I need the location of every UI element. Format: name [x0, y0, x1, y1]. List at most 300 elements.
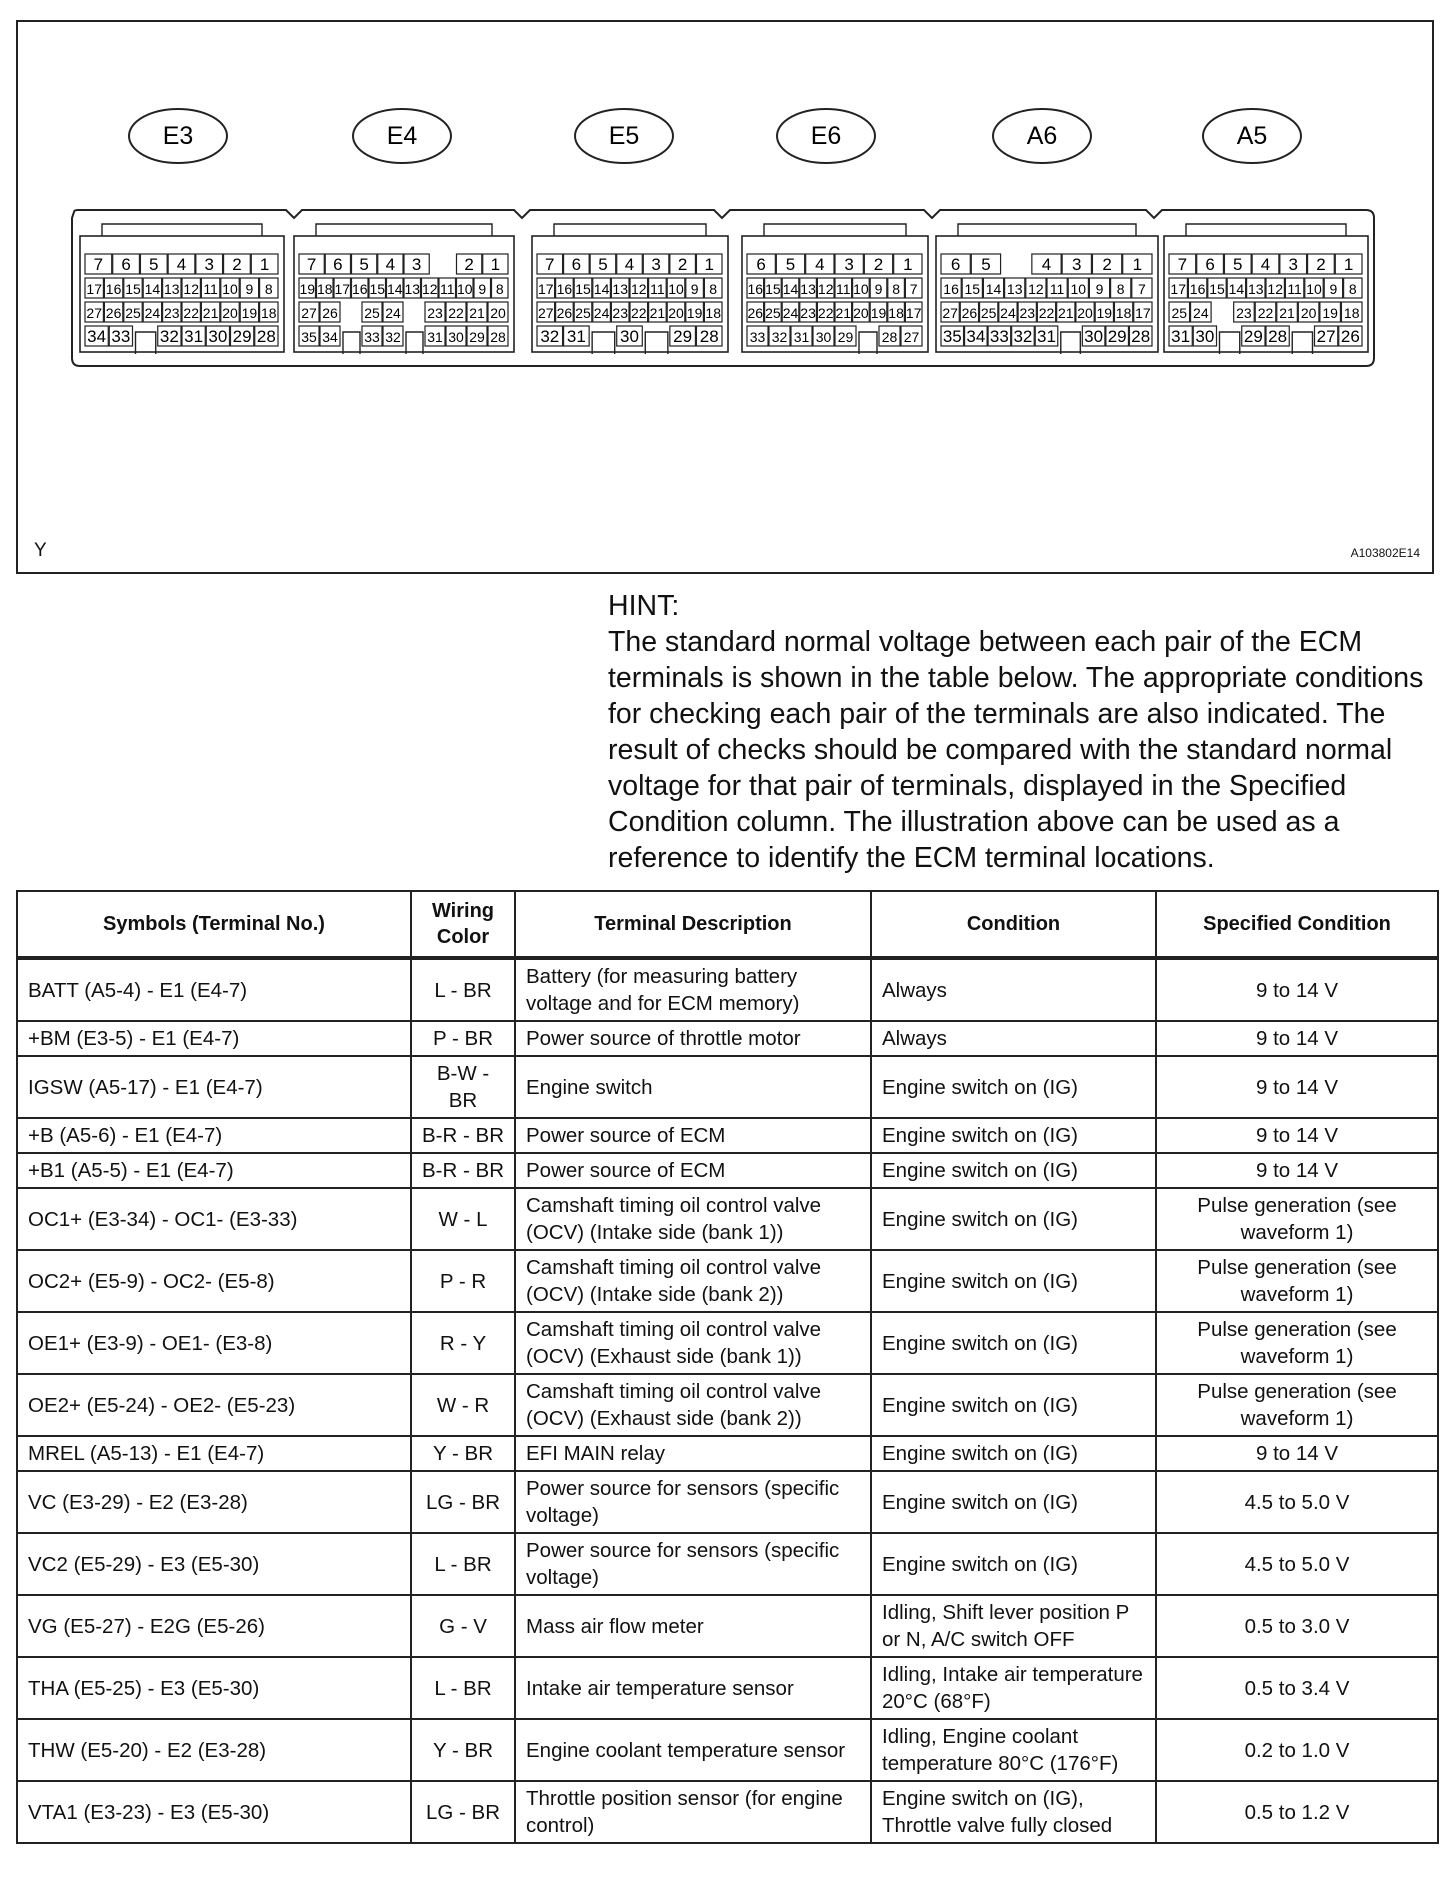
connector-label: A6 — [1026, 122, 1058, 150]
terminal-number: 26 — [322, 305, 338, 321]
terminal-number: 30 — [815, 329, 832, 345]
cell-condition: Engine switch on (IG) — [871, 1312, 1156, 1374]
cell-condition: Engine switch on (IG) — [871, 1471, 1156, 1533]
connector-label: A5 — [1236, 122, 1268, 150]
terminal-number: 9 — [478, 281, 487, 297]
cell-terminal-description: Battery (for measuring battery voltage and for ECM memory) — [515, 958, 871, 1021]
terminal-number: 15 — [125, 281, 141, 297]
terminal-number: 18 — [888, 305, 904, 321]
terminal-number: 30 — [1195, 327, 1215, 346]
cell-symbols: +BM (E3-5) - E1 (E4-7) — [17, 1021, 411, 1056]
terminal-number: 6 — [950, 255, 961, 274]
terminal-number: 5 — [149, 255, 159, 274]
terminal-number: 21 — [649, 305, 666, 321]
terminal-number: 4 — [815, 255, 825, 274]
terminal-number: 10 — [1306, 281, 1322, 297]
terminal-number: 27 — [903, 329, 920, 345]
cell-wiring-color: W - L — [411, 1188, 515, 1250]
terminal-number: 15 — [765, 281, 781, 297]
cell-wiring-color: L - BR — [411, 958, 515, 1021]
cell-terminal-description: Camshaft timing oil control valve (OCV) (Intake side (bank 2)) — [515, 1250, 871, 1312]
connector-label: E3 — [162, 122, 194, 150]
terminal-number: 13 — [1006, 281, 1023, 297]
terminal-number: 23 — [800, 305, 816, 321]
terminal-number: 33 — [749, 329, 766, 345]
cell-condition: Idling, Engine coolant temperature 80°C (176°F) — [871, 1719, 1156, 1781]
connector-label: E4 — [386, 122, 418, 150]
cell-symbols: +B1 (A5-5) - E1 (E4-7) — [17, 1153, 411, 1188]
cell-terminal-description: Camshaft timing oil control valve (OCV) (Exhaust side (bank 1)) — [515, 1312, 871, 1374]
cell-specified-condition: 4.5 to 5.0 V — [1156, 1471, 1438, 1533]
cell-condition: Always — [871, 958, 1156, 1021]
table-row — [17, 958, 1438, 1021]
terminal-number: 31 — [1171, 327, 1191, 346]
terminal-number: 11 — [1049, 281, 1065, 297]
ecm-connector-figure — [16, 20, 1434, 574]
terminal-number: 9 — [1095, 281, 1104, 297]
terminal-number: 35 — [301, 329, 317, 345]
terminal-number: 28 — [699, 327, 719, 346]
terminal-number: 32 — [159, 327, 179, 346]
terminal-number: 22 — [817, 305, 834, 321]
terminal-number: 11 — [203, 281, 218, 297]
cell-terminal-description: Power source for sensors (specific voltage) — [515, 1471, 871, 1533]
terminal-number: 33 — [111, 327, 131, 346]
terminal-number: 15 — [1209, 281, 1225, 297]
table-row — [17, 1153, 1438, 1188]
terminal-number: 13 — [404, 281, 421, 297]
table-row — [17, 1021, 1438, 1056]
terminal-number: 3 — [204, 255, 214, 274]
terminal-number: 12 — [421, 281, 438, 297]
terminal-number: 10 — [1070, 281, 1087, 297]
terminal-number: 26 — [747, 305, 764, 321]
terminal-number: 10 — [456, 281, 473, 297]
terminal-number: 30 — [620, 327, 639, 346]
cell-wiring-color: P - R — [411, 1250, 515, 1312]
terminal-number: 22 — [631, 305, 647, 321]
terminal-number: 16 — [556, 281, 573, 297]
terminal-number: 24 — [593, 305, 610, 321]
cell-specified-condition: 0.5 to 3.0 V — [1156, 1595, 1438, 1657]
terminal-number: 24 — [144, 305, 161, 321]
terminal-number: 27 — [1316, 327, 1336, 346]
terminal-number: 1 — [903, 255, 913, 274]
terminal-number: 12 — [1267, 281, 1283, 297]
terminal-number: 5 — [598, 255, 608, 274]
connector-e3 — [80, 109, 284, 354]
terminal-number: 23 — [1236, 305, 1252, 321]
terminal-number: 12 — [1028, 281, 1044, 297]
cell-terminal-description: Camshaft timing oil control valve (OCV) (Exhaust side (bank 2)) — [515, 1374, 871, 1436]
terminal-number: 20 — [1300, 305, 1317, 321]
terminal-number: 18 — [1115, 305, 1132, 321]
cell-specified-condition: Pulse generation (see waveform 1) — [1156, 1188, 1438, 1250]
terminal-number: 11 — [650, 281, 665, 297]
figure-corner-label: Y — [34, 540, 47, 561]
terminal-number: 24 — [385, 305, 401, 321]
cell-specified-condition: Pulse generation (see waveform 1) — [1156, 1374, 1438, 1436]
terminal-number: 27 — [301, 305, 317, 321]
terminal-number: 7 — [545, 255, 555, 274]
terminal-number: 25 — [765, 305, 781, 321]
table-row — [17, 1471, 1438, 1533]
terminal-number: 8 — [1348, 281, 1357, 297]
terminal-number: 29 — [232, 327, 252, 346]
cell-wiring-color: W - R — [411, 1374, 515, 1436]
table-row — [17, 1781, 1438, 1843]
terminal-number: 35 — [942, 327, 962, 346]
terminal-number: 1 — [259, 255, 270, 274]
terminal-number: 8 — [264, 281, 273, 297]
cell-terminal-description: Power source of throttle motor — [515, 1021, 871, 1056]
terminal-number: 22 — [1038, 305, 1055, 321]
cell-symbols: VC2 (E5-29) - E3 (E5-30) — [17, 1533, 411, 1595]
cell-wiring-color: L - BR — [411, 1657, 515, 1719]
terminal-number: 6 — [1205, 255, 1215, 274]
terminal-number: 25 — [1171, 305, 1188, 321]
terminal-number: 7 — [93, 255, 104, 274]
cell-wiring-color: LG - BR — [411, 1471, 515, 1533]
terminal-number: 13 — [800, 281, 816, 297]
cell-wiring-color: B-R - BR — [411, 1118, 515, 1153]
terminal-number: 14 — [985, 281, 1002, 297]
terminal-number: 14 — [386, 281, 403, 297]
table-row — [17, 1374, 1438, 1436]
terminal-number: 6 — [333, 255, 343, 274]
cell-specified-condition: 0.2 to 1.0 V — [1156, 1719, 1438, 1781]
terminal-number: 6 — [571, 255, 582, 274]
terminal-number: 13 — [164, 281, 180, 297]
cell-wiring-color: B-W - BR — [411, 1056, 515, 1118]
terminal-number: 3 — [411, 255, 422, 274]
cell-condition: Engine switch on (IG) — [871, 1188, 1156, 1250]
terminal-number: 5 — [785, 255, 796, 274]
terminal-number: 21 — [1279, 305, 1295, 321]
terminal-number: 23 — [1019, 305, 1036, 321]
cell-condition: Idling, Shift lever position P or N, A/C switch OFF — [871, 1595, 1156, 1657]
terminal-number: 5 — [981, 255, 991, 274]
terminal-number: 23 — [612, 305, 628, 321]
terminal-number: 20 — [1077, 305, 1093, 321]
terminal-number: 2 — [464, 255, 474, 274]
terminal-number: 19 — [241, 305, 258, 321]
cell-wiring-color: LG - BR — [411, 1781, 515, 1843]
cell-symbols: THA (E5-25) - E3 (E5-30) — [17, 1657, 411, 1719]
terminal-number: 12 — [817, 281, 834, 297]
terminal-number: 25 — [575, 305, 591, 321]
terminal-number: 19 — [870, 305, 887, 321]
terminal-number: 27 — [942, 305, 958, 321]
table-row — [17, 1657, 1438, 1719]
terminal-number: 17 — [538, 281, 554, 297]
terminal-number: 19 — [1322, 305, 1338, 321]
connector-diagram — [18, 22, 1432, 572]
cell-wiring-color: P - BR — [411, 1021, 515, 1056]
terminal-number: 11 — [439, 281, 455, 297]
terminal-voltage-table — [16, 890, 1439, 1844]
terminal-number: 28 — [1268, 327, 1288, 346]
terminal-number: 16 — [105, 281, 122, 297]
terminal-number: 19 — [686, 305, 703, 321]
cell-wiring-color: G - V — [411, 1595, 515, 1657]
table-header-row — [17, 891, 1438, 958]
terminal-number: 21 — [202, 305, 219, 321]
cell-terminal-description: Power source of ECM — [515, 1118, 871, 1153]
cell-symbols: OC1+ (E3-34) - OC1- (E3-33) — [17, 1188, 411, 1250]
terminal-number: 27 — [538, 305, 554, 321]
terminal-number: 16 — [351, 281, 368, 297]
terminal-number: 15 — [964, 281, 981, 297]
terminal-number: 10 — [853, 281, 869, 297]
cell-specified-condition: 9 to 14 V — [1156, 1056, 1438, 1118]
terminal-number: 13 — [1248, 281, 1264, 297]
terminal-number: 31 — [427, 329, 443, 345]
cell-condition: Engine switch on (IG), Throttle valve fully closed — [871, 1781, 1156, 1843]
cell-condition: Idling, Intake air temperature 20°C (68°F) — [871, 1657, 1156, 1719]
cell-condition: Engine switch on (IG) — [871, 1250, 1156, 1312]
cell-wiring-color: R - Y — [411, 1312, 515, 1374]
terminal-number: 9 — [690, 281, 699, 297]
terminal-number: 32 — [771, 329, 788, 345]
terminal-number: 22 — [448, 305, 464, 321]
terminal-number: 1 — [1343, 255, 1354, 274]
terminal-number: 13 — [612, 281, 628, 297]
table-row — [17, 1118, 1438, 1153]
terminal-number: 14 — [1228, 281, 1245, 297]
terminal-number: 28 — [256, 327, 276, 346]
terminal-number: 9 — [1329, 281, 1338, 297]
terminal-number: 28 — [490, 329, 506, 345]
terminal-number: 14 — [782, 281, 799, 297]
terminal-number: 4 — [1260, 255, 1271, 274]
terminal-number: 29 — [469, 329, 485, 345]
terminal-number: 23 — [164, 305, 180, 321]
terminal-number: 7 — [1177, 255, 1188, 274]
terminal-number: 2 — [873, 255, 884, 274]
cell-symbols: OC2+ (E5-9) - OC2- (E5-8) — [17, 1250, 411, 1312]
terminal-number: 12 — [183, 281, 199, 297]
terminal-number: 20 — [222, 305, 238, 321]
cell-terminal-description: Engine coolant temperature sensor — [515, 1719, 871, 1781]
connector-a5 — [1164, 109, 1368, 354]
terminal-number: 32 — [1013, 327, 1033, 346]
cell-specified-condition: 9 to 14 V — [1156, 1021, 1438, 1056]
terminal-number: 29 — [1107, 327, 1127, 346]
terminal-number: 14 — [144, 281, 161, 297]
terminal-number: 3 — [1288, 255, 1298, 274]
hint-heading: HINT: — [608, 590, 680, 622]
cell-specified-condition: 0.5 to 3.4 V — [1156, 1657, 1438, 1719]
cell-wiring-color: L - BR — [411, 1533, 515, 1595]
cell-symbols: +B (A5-6) - E1 (E4-7) — [17, 1118, 411, 1153]
terminal-number: 20 — [490, 305, 506, 321]
table-row — [17, 1250, 1438, 1312]
terminal-number: 31 — [1037, 327, 1056, 346]
cell-symbols: BATT (A5-4) - E1 (E4-7) — [17, 958, 411, 1021]
cell-terminal-description: Mass air flow meter — [515, 1595, 871, 1657]
terminal-number: 4 — [624, 255, 635, 274]
cell-symbols: THW (E5-20) - E2 (E3-28) — [17, 1719, 411, 1781]
cell-specified-condition: 9 to 14 V — [1156, 958, 1438, 1021]
table-row — [17, 1595, 1438, 1657]
terminal-number: 2 — [1102, 255, 1112, 274]
terminal-number: 18 — [1343, 305, 1360, 321]
terminal-number: 6 — [756, 255, 766, 274]
terminal-number: 22 — [183, 305, 199, 321]
terminal-number: 24 — [1193, 305, 1209, 321]
header-terminal-description: Terminal Description — [515, 891, 871, 958]
terminal-number: 18 — [261, 305, 277, 321]
terminal-number: 23 — [427, 305, 443, 321]
terminal-number: 3 — [844, 255, 854, 274]
terminal-number: 1 — [704, 255, 714, 274]
cell-specified-condition: 9 to 14 V — [1156, 1153, 1438, 1188]
table-row — [17, 1533, 1438, 1595]
terminal-number: 4 — [176, 255, 187, 274]
terminal-number: 1 — [1132, 255, 1143, 274]
terminal-number: 31 — [566, 327, 586, 346]
terminal-number: 7 — [909, 281, 918, 297]
cell-wiring-color: Y - BR — [411, 1436, 515, 1471]
terminal-number: 28 — [881, 329, 898, 345]
cell-terminal-description: Camshaft timing oil control valve (OCV) (Intake side (bank 1)) — [515, 1188, 871, 1250]
cell-specified-condition: Pulse generation (see waveform 1) — [1156, 1250, 1438, 1312]
cell-wiring-color: Y - BR — [411, 1719, 515, 1781]
terminal-number: 30 — [1084, 327, 1104, 346]
cell-condition: Engine switch on (IG) — [871, 1118, 1156, 1153]
terminal-number: 10 — [222, 281, 238, 297]
terminal-number: 9 — [245, 281, 254, 297]
terminal-number: 24 — [1000, 305, 1016, 321]
cell-terminal-description: Intake air temperature sensor — [515, 1657, 871, 1719]
cell-specified-condition: 9 to 14 V — [1156, 1118, 1438, 1153]
terminal-number: 3 — [1072, 255, 1082, 274]
terminal-number: 28 — [1131, 327, 1151, 346]
terminal-number: 8 — [709, 281, 718, 297]
connector-e6 — [742, 109, 928, 354]
table-row — [17, 1056, 1438, 1118]
terminal-number: 26 — [961, 305, 978, 321]
terminal-number: 17 — [1135, 305, 1151, 321]
connector-label: E6 — [810, 122, 842, 150]
terminal-number: 32 — [385, 329, 401, 345]
terminal-number: 24 — [782, 305, 799, 321]
terminal-number: 22 — [1257, 305, 1274, 321]
cell-terminal-description: Engine switch — [515, 1056, 871, 1118]
terminal-number: 27 — [86, 305, 102, 321]
terminal-number: 20 — [668, 305, 684, 321]
terminal-number: 21 — [835, 305, 852, 321]
terminal-number: 31 — [793, 329, 810, 345]
terminal-number: 29 — [673, 327, 693, 346]
cell-symbols: MREL (A5-13) - E1 (E4-7) — [17, 1436, 411, 1471]
terminal-number: 30 — [448, 329, 464, 345]
terminal-number: 29 — [1243, 327, 1263, 346]
terminal-number: 2 — [1316, 255, 1326, 274]
cell-symbols: VC (E3-29) - E2 (E3-28) — [17, 1471, 411, 1533]
table-row — [17, 1436, 1438, 1471]
terminal-number: 2 — [232, 255, 242, 274]
terminal-number: 30 — [208, 327, 228, 346]
terminal-number: 16 — [747, 281, 764, 297]
hint-body: The standard normal voltage between each pair of the ECM terminals is shown in the table below. The appropriate conditions for checking each pair of the terminals are also indicated. The result of checks should be compared with the standard normal voltage for that pair of terminals, displayed in the Specified Condition column. The illustration above can be used as a reference to identify the ECM terminal locations. — [608, 626, 1424, 874]
table-row — [17, 1719, 1438, 1781]
cell-condition: Engine switch on (IG) — [871, 1374, 1156, 1436]
cell-terminal-description: Throttle position sensor (for engine control) — [515, 1781, 871, 1843]
terminal-number: 32 — [540, 327, 560, 346]
terminal-number: 25 — [980, 305, 997, 321]
cell-symbols: IGSW (A5-17) - E1 (E4-7) — [17, 1056, 411, 1118]
connector-e5 — [532, 109, 728, 354]
table-row — [17, 1312, 1438, 1374]
terminal-number: 15 — [575, 281, 591, 297]
terminal-number: 8 — [1116, 281, 1125, 297]
cell-condition: Engine switch on (IG) — [871, 1436, 1156, 1471]
terminal-number: 12 — [631, 281, 647, 297]
cell-symbols: VTA1 (E3-23) - E3 (E5-30) — [17, 1781, 411, 1843]
terminal-number: 33 — [364, 329, 380, 345]
cell-symbols: OE1+ (E3-9) - OE1- (E3-8) — [17, 1312, 411, 1374]
cell-terminal-description: Power source for sensors (specific voltage) — [515, 1533, 871, 1595]
terminal-number: 34 — [966, 327, 986, 346]
figure-id: A103802E14 — [1350, 546, 1420, 560]
terminal-number: 8 — [892, 281, 900, 297]
table-row — [17, 1188, 1438, 1250]
terminal-number: 9 — [874, 281, 883, 297]
connector-a6 — [936, 109, 1158, 354]
terminal-number: 1 — [490, 255, 501, 274]
terminal-number: 11 — [1287, 281, 1302, 297]
terminal-number: 18 — [705, 305, 721, 321]
terminal-number: 25 — [364, 305, 380, 321]
cell-wiring-color: B-R - BR — [411, 1153, 515, 1188]
terminal-number: 29 — [837, 329, 854, 345]
cell-condition: Always — [871, 1021, 1156, 1056]
terminal-number: 33 — [989, 327, 1009, 346]
cell-specified-condition: 0.5 to 1.2 V — [1156, 1781, 1438, 1843]
cell-condition: Engine switch on (IG) — [871, 1153, 1156, 1188]
cell-symbols: VG (E5-27) - E2G (E5-26) — [17, 1595, 411, 1657]
hint-block — [608, 588, 1438, 876]
cell-specified-condition: 4.5 to 5.0 V — [1156, 1533, 1438, 1595]
terminal-number: 4 — [385, 255, 396, 274]
terminal-number: 17 — [1170, 281, 1186, 297]
terminal-number: 15 — [369, 281, 386, 297]
terminal-number: 19 — [1096, 305, 1113, 321]
cell-condition: Engine switch on (IG) — [871, 1533, 1156, 1595]
terminal-number: 34 — [87, 327, 107, 346]
terminal-number: 11 — [836, 281, 851, 297]
terminal-number: 26 — [1340, 327, 1360, 346]
terminal-number: 21 — [469, 305, 485, 321]
header-condition: Condition — [871, 891, 1156, 958]
terminal-number: 18 — [316, 281, 333, 297]
terminal-number: 14 — [593, 281, 610, 297]
terminal-number: 17 — [905, 305, 922, 321]
terminal-number: 5 — [1233, 255, 1243, 274]
terminal-number: 20 — [853, 305, 869, 321]
terminal-number: 5 — [359, 255, 369, 274]
terminal-number: 2 — [677, 255, 688, 274]
terminal-number: 10 — [668, 281, 684, 297]
terminal-number: 21 — [1057, 305, 1074, 321]
terminal-number: 25 — [125, 305, 141, 321]
cell-terminal-description: Power source of ECM — [515, 1153, 871, 1188]
cell-symbols: OE2+ (E5-24) - OE2- (E5-23) — [17, 1374, 411, 1436]
header-wiring-color: Wiring Color — [411, 891, 515, 958]
terminal-number: 17 — [334, 281, 351, 297]
